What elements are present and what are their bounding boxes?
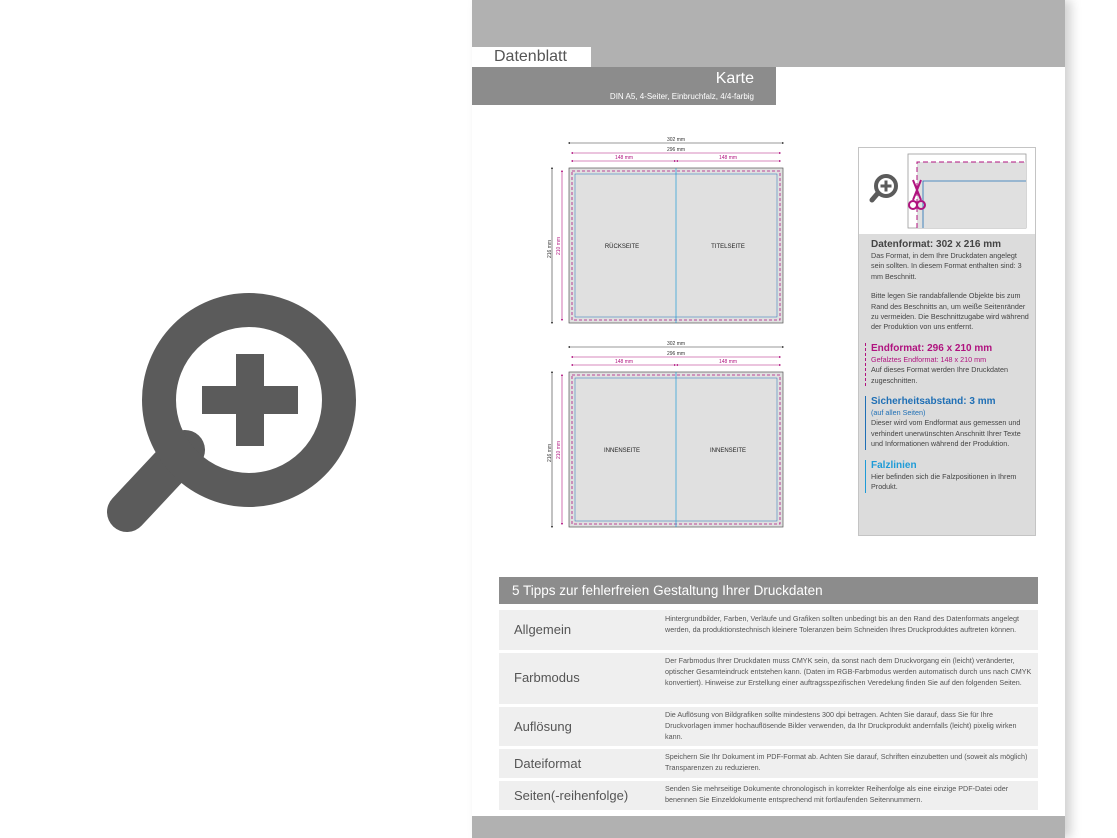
safety-sub: (auf allen Seiten) — [871, 408, 926, 418]
product-title: Karte — [715, 70, 754, 87]
tip-row — [499, 749, 1038, 778]
tip-name: Auflösung — [514, 719, 572, 734]
zoom-in-icon[interactable] — [103, 290, 363, 550]
panel-inner-right-label: INNENSEITE — [709, 448, 747, 454]
dim-final-width: 296 mm — [666, 147, 686, 153]
panel-back-label: RÜCKSEITE — [604, 244, 640, 250]
footer-band — [472, 816, 1065, 838]
final-format-sub: Gefalztes Endformat: 148 x 210 mm — [871, 354, 987, 364]
safety-block — [871, 396, 1031, 450]
final-format-text: Auf dieses Format werden Ihre Druckdaten zugeschnitten. — [871, 365, 1009, 385]
dim-half-right: 148 mm — [718, 359, 738, 365]
dim-total-height: 216 mm — [547, 239, 553, 259]
layout-diagram — [548, 134, 790, 534]
tip-text: Speichern Sie Ihr Dokument im PDF-Format ab. Achten Sie darauf, Schriften einzubetten und (soweit als möglich) Transparenzen zu reduzieren. — [665, 752, 1028, 772]
format-info-box — [858, 147, 1036, 536]
tips-heading: 5 Tipps zur fehlerfreien Gestaltung Ihrer Druckdaten — [499, 577, 1038, 604]
tip-name: Farbmodus — [514, 670, 580, 685]
dim-final-width: 296 mm — [666, 351, 686, 357]
tip-row — [499, 610, 1038, 650]
inner-side-diagram — [547, 341, 783, 527]
datasheet-tab: Datenblatt — [472, 47, 591, 67]
fold-block — [871, 460, 1031, 493]
safety-title: Sicherheitsabstand: 3 mm — [871, 396, 996, 408]
tip-text: Senden Sie mehrseitige Dokumente chronologisch in korrekter Reihenfolge als eine einzige PDF-Datei oder benennen Sie Einzeldokumente entsprechend mit fortlaufenden Seitennummern. — [665, 784, 1009, 804]
tip-text: Der Farbmodus Ihrer Druckdaten muss CMYK sein, da sonst nach dem Druckvorgang ein (leicht) veränderter, optischer Gesamteindruck entstehen kann. (Daten im RGB-Farbmodus werden automatisch durch uns nach CMYK konvertiert). Hinweise zur Erstellung einer auftragsspezifischen Veredelung finden Sie auf den folgenden Seiten. — [665, 656, 1032, 687]
dim-half-right: 148 mm — [718, 155, 738, 161]
tip-name: Allgemein — [514, 622, 572, 637]
tip-row — [499, 781, 1038, 810]
tip-name: Dateiformat — [514, 756, 582, 771]
datasheet-page — [472, 0, 1065, 838]
fold-title: Falzlinien — [871, 459, 917, 471]
dim-total-width: 302 mm — [666, 137, 686, 143]
panel-title-label: TITELSEITE — [711, 244, 745, 250]
panel-inner-left-label: INNENSEITE — [603, 448, 641, 454]
tip-row — [499, 653, 1038, 704]
data-format-text: Das Format, in dem Ihre Druckdaten angelegt sein sollten. In diesem Format enthalten sind: 3 mm Beschnitt. — [871, 251, 1022, 281]
dim-half-left: 148 mm — [614, 359, 634, 365]
data-format-title: Datenformat: 302 x 216 mm — [871, 239, 1002, 250]
format-detail-preview — [859, 148, 1035, 234]
outer-side-diagram — [547, 137, 783, 323]
final-format-block — [871, 343, 1031, 386]
title-bar — [472, 67, 776, 105]
dim-final-height: 210 mm — [556, 440, 562, 460]
scissors-icon — [909, 178, 925, 212]
zoom-in-icon[interactable] — [869, 173, 899, 203]
tip-text: Die Auflösung von Bildgrafiken sollte mindestens 300 dpi betragen. Achten Sie darauf, dass Sie für Ihre Druckvorlagen immer hochauflösende Bilder verwenden, da Ihr Druckprodukt andernfalls (leicht) pixelig wirken kann. — [665, 710, 1017, 741]
dim-half-left: 148 mm — [614, 155, 634, 161]
tip-name: Seiten(-reihenfolge) — [514, 788, 629, 803]
dim-total-height: 216 mm — [547, 443, 553, 463]
bleed-text: Bitte legen Sie randabfallende Objekte bis zum Rand des Beschnitts an, um weiße Seitenränder zu vermeiden. Die Beschnittzugabe wird während der Produktion von uns entfernt. — [871, 291, 1029, 332]
format-info-text — [871, 239, 1031, 493]
product-subtitle: DIN A5, 4-Seiter, Einbruchfalz, 4/4-farbig — [609, 92, 754, 101]
tip-row — [499, 707, 1038, 746]
tip-text: Hintergrundbilder, Farben, Verläufe und Grafiken sollten unbedingt bis an den Rand des Datenformats angelegt werden, da produktionstechnisch kleinere Toleranzen beim Schneiden Ihres Druckproduktes auftreten können. — [665, 614, 1020, 634]
fold-text: Hier befinden sich die Falzpositionen in Ihrem Produkt. — [871, 471, 1017, 492]
dim-total-width: 302 mm — [666, 341, 686, 347]
safety-text: Dieser wird vom Endformat aus gemessen und verhindert unerwünschten Anschnitt Ihrer Texte und Informationen während der Produktion. — [871, 418, 1021, 449]
dim-final-height: 210 mm — [556, 236, 562, 256]
final-format-title: Endformat: 296 x 210 mm — [871, 342, 993, 354]
